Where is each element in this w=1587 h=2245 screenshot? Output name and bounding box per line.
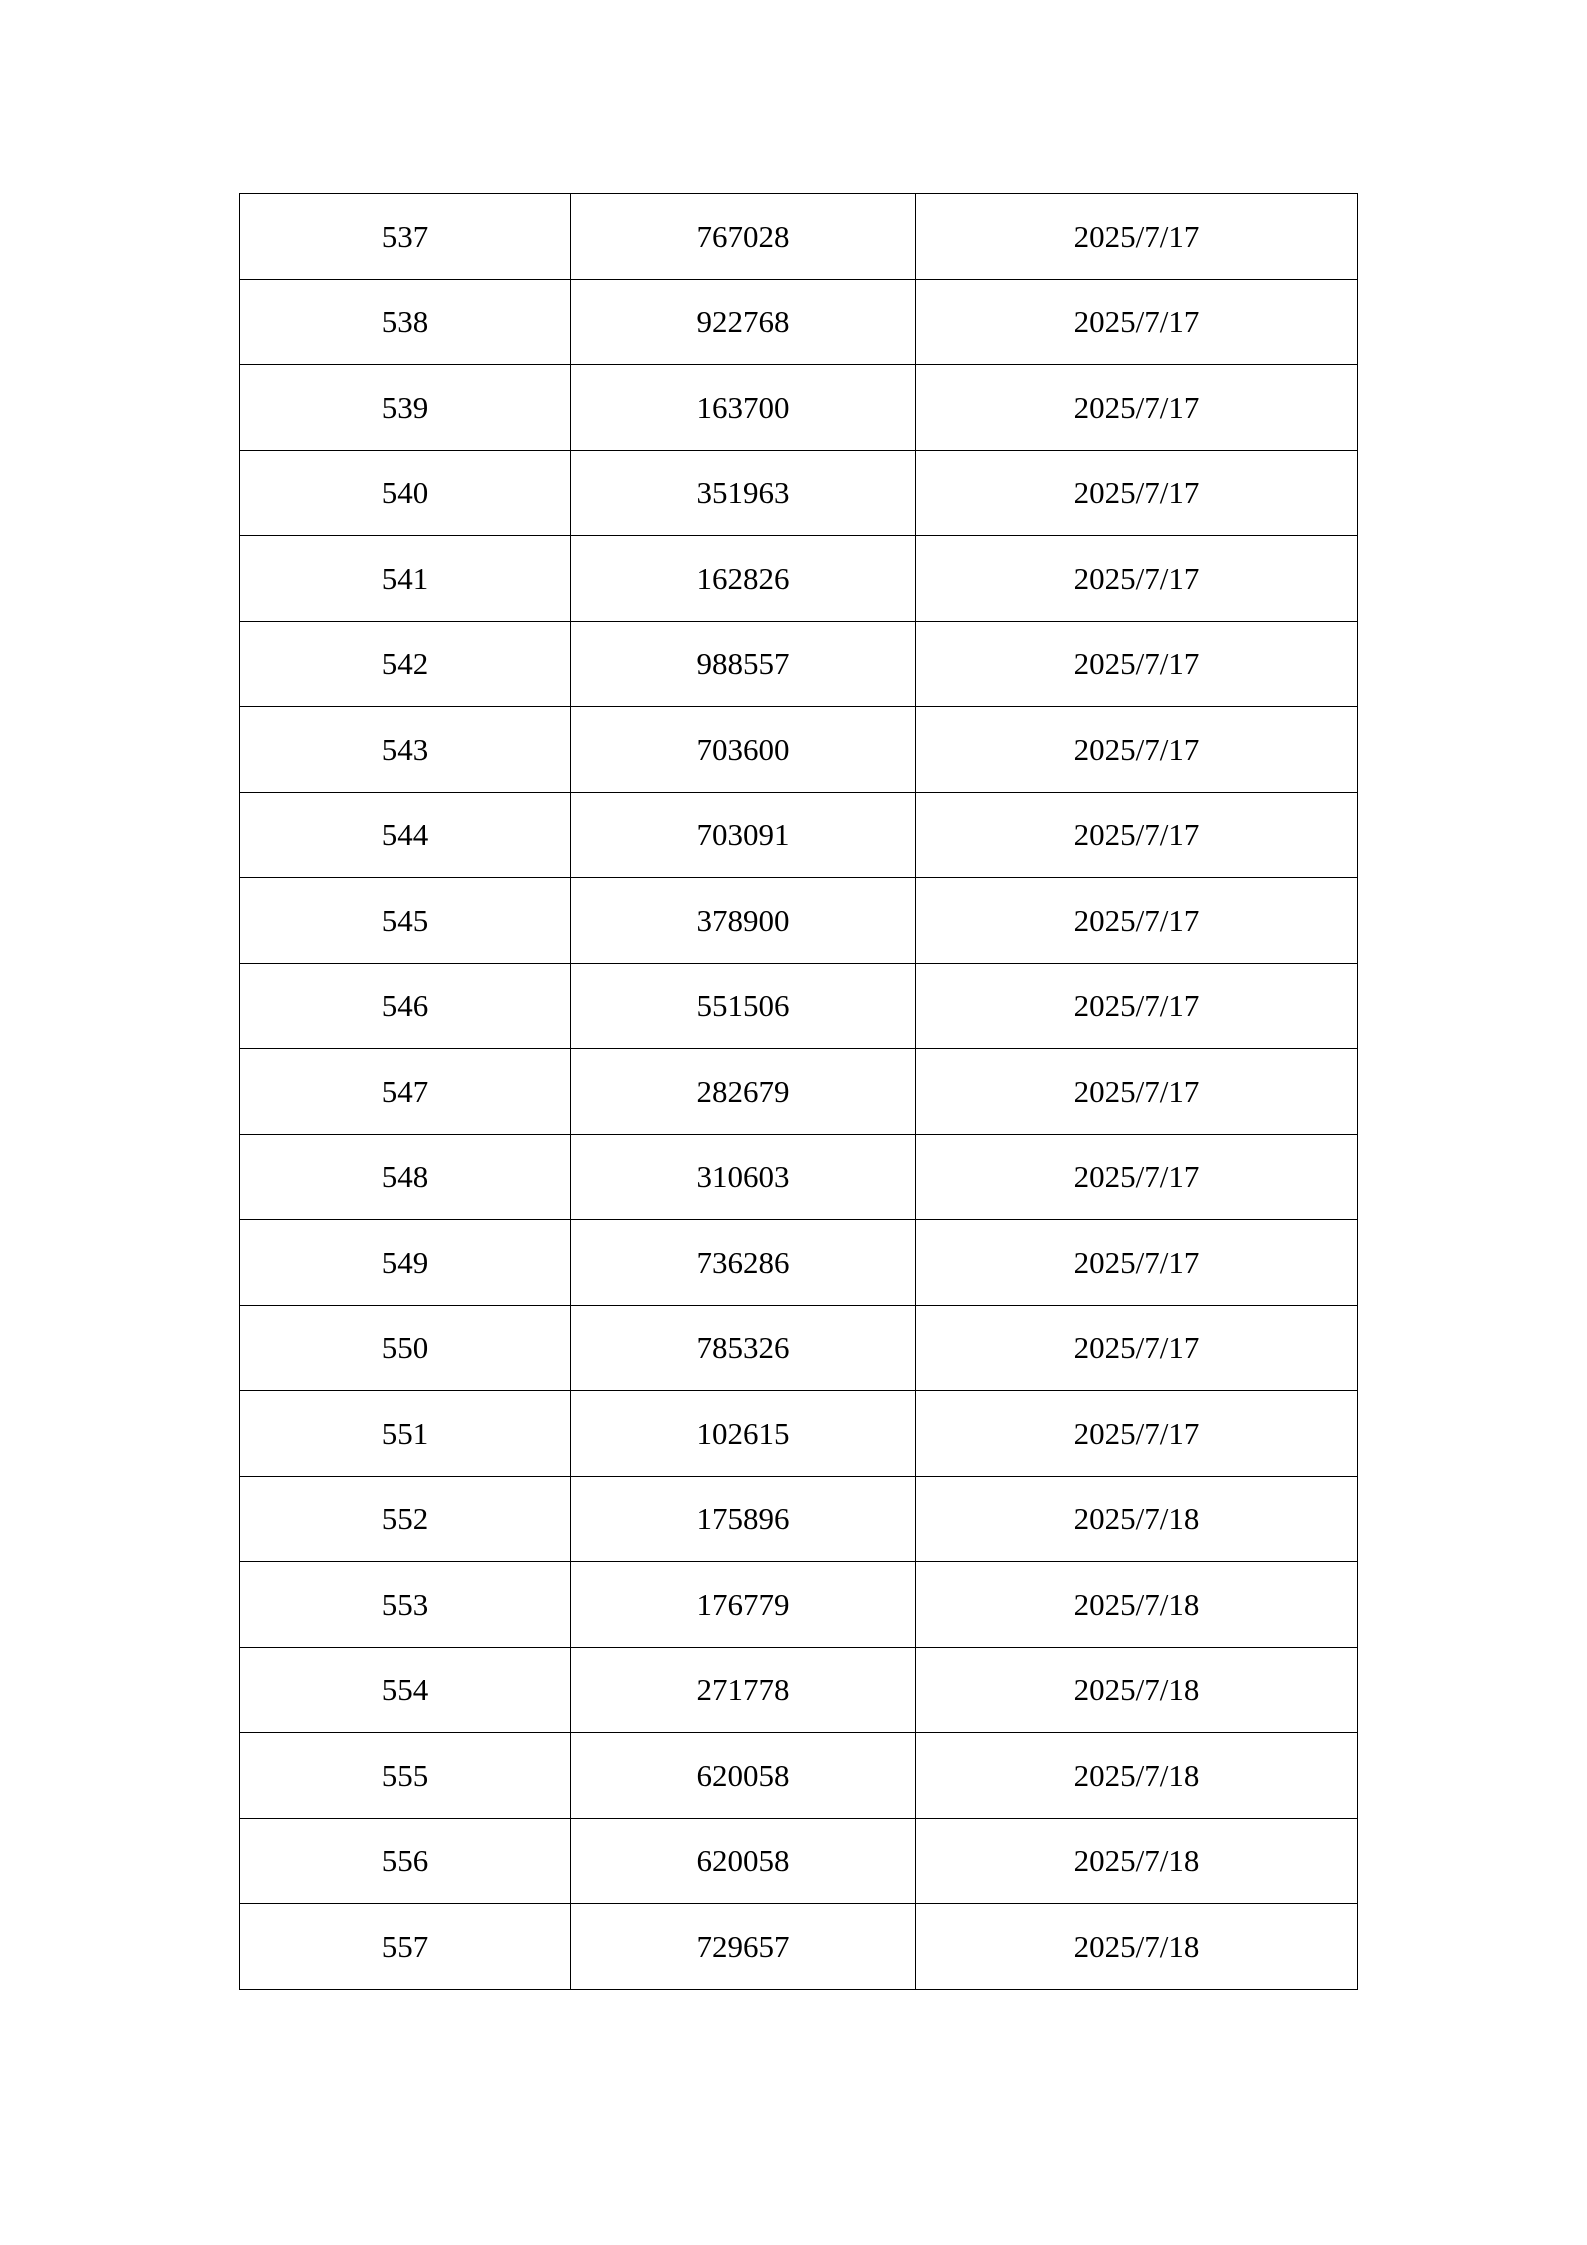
row-date-cell: 2025/7/17 xyxy=(916,1134,1358,1220)
table-row xyxy=(240,365,1358,451)
row-date-cell: 2025/7/17 xyxy=(916,1049,1358,1135)
row-date-cell: 2025/7/17 xyxy=(916,621,1358,707)
row-index-cell: 554 xyxy=(240,1647,571,1733)
row-index-cell: 545 xyxy=(240,878,571,964)
table-row xyxy=(240,194,1358,280)
row-index-cell: 537 xyxy=(240,194,571,280)
row-index-cell: 557 xyxy=(240,1904,571,1990)
row-date-cell: 2025/7/18 xyxy=(916,1647,1358,1733)
row-number-cell: 351963 xyxy=(571,450,916,536)
row-number-cell: 703091 xyxy=(571,792,916,878)
row-number-cell: 162826 xyxy=(571,536,916,622)
table-row xyxy=(240,1305,1358,1391)
table-row xyxy=(240,536,1358,622)
table-row xyxy=(240,1134,1358,1220)
row-date-cell: 2025/7/18 xyxy=(916,1476,1358,1562)
table-body xyxy=(240,194,1358,1990)
row-date-cell: 2025/7/17 xyxy=(916,792,1358,878)
row-date-cell: 2025/7/18 xyxy=(916,1733,1358,1819)
row-date-cell: 2025/7/17 xyxy=(916,707,1358,793)
row-date-cell: 2025/7/17 xyxy=(916,536,1358,622)
row-index-cell: 544 xyxy=(240,792,571,878)
table-row xyxy=(240,1391,1358,1477)
row-index-cell: 539 xyxy=(240,365,571,451)
row-number-cell: 729657 xyxy=(571,1904,916,1990)
row-index-cell: 556 xyxy=(240,1818,571,1904)
row-number-cell: 620058 xyxy=(571,1818,916,1904)
row-date-cell: 2025/7/17 xyxy=(916,1220,1358,1306)
row-number-cell: 102615 xyxy=(571,1391,916,1477)
row-number-cell: 736286 xyxy=(571,1220,916,1306)
row-number-cell: 620058 xyxy=(571,1733,916,1819)
row-date-cell: 2025/7/17 xyxy=(916,878,1358,964)
row-date-cell: 2025/7/18 xyxy=(916,1818,1358,1904)
row-date-cell: 2025/7/18 xyxy=(916,1904,1358,1990)
row-number-cell: 703600 xyxy=(571,707,916,793)
table-row xyxy=(240,1220,1358,1306)
table-row xyxy=(240,1904,1358,1990)
table-row xyxy=(240,1647,1358,1733)
row-date-cell: 2025/7/17 xyxy=(916,194,1358,280)
table-row xyxy=(240,1476,1358,1562)
table-row xyxy=(240,1562,1358,1648)
row-index-cell: 549 xyxy=(240,1220,571,1306)
row-index-cell: 548 xyxy=(240,1134,571,1220)
row-date-cell: 2025/7/17 xyxy=(916,1391,1358,1477)
row-index-cell: 552 xyxy=(240,1476,571,1562)
table-row xyxy=(240,878,1358,964)
row-number-cell: 378900 xyxy=(571,878,916,964)
row-number-cell: 310603 xyxy=(571,1134,916,1220)
row-index-cell: 550 xyxy=(240,1305,571,1391)
row-number-cell: 551506 xyxy=(571,963,916,1049)
row-number-cell: 767028 xyxy=(571,194,916,280)
table-row xyxy=(240,963,1358,1049)
row-date-cell: 2025/7/17 xyxy=(916,450,1358,536)
table-row xyxy=(240,1049,1358,1135)
row-index-cell: 546 xyxy=(240,963,571,1049)
row-number-cell: 176779 xyxy=(571,1562,916,1648)
row-number-cell: 175896 xyxy=(571,1476,916,1562)
row-index-cell: 543 xyxy=(240,707,571,793)
table-row xyxy=(240,1818,1358,1904)
data-table xyxy=(239,193,1358,1990)
row-index-cell: 547 xyxy=(240,1049,571,1135)
table-row xyxy=(240,621,1358,707)
row-index-cell: 553 xyxy=(240,1562,571,1648)
row-date-cell: 2025/7/17 xyxy=(916,1305,1358,1391)
row-index-cell: 540 xyxy=(240,450,571,536)
table-row xyxy=(240,792,1358,878)
row-number-cell: 282679 xyxy=(571,1049,916,1135)
row-number-cell: 988557 xyxy=(571,621,916,707)
row-index-cell: 541 xyxy=(240,536,571,622)
row-date-cell: 2025/7/17 xyxy=(916,963,1358,1049)
row-date-cell: 2025/7/17 xyxy=(916,365,1358,451)
row-number-cell: 785326 xyxy=(571,1305,916,1391)
row-number-cell: 271778 xyxy=(571,1647,916,1733)
row-date-cell: 2025/7/18 xyxy=(916,1562,1358,1648)
table-row xyxy=(240,1733,1358,1819)
row-number-cell: 922768 xyxy=(571,279,916,365)
row-number-cell: 163700 xyxy=(571,365,916,451)
row-date-cell: 2025/7/17 xyxy=(916,279,1358,365)
table-row xyxy=(240,279,1358,365)
table-row xyxy=(240,707,1358,793)
table-row xyxy=(240,450,1358,536)
row-index-cell: 542 xyxy=(240,621,571,707)
row-index-cell: 551 xyxy=(240,1391,571,1477)
row-index-cell: 555 xyxy=(240,1733,571,1819)
row-index-cell: 538 xyxy=(240,279,571,365)
